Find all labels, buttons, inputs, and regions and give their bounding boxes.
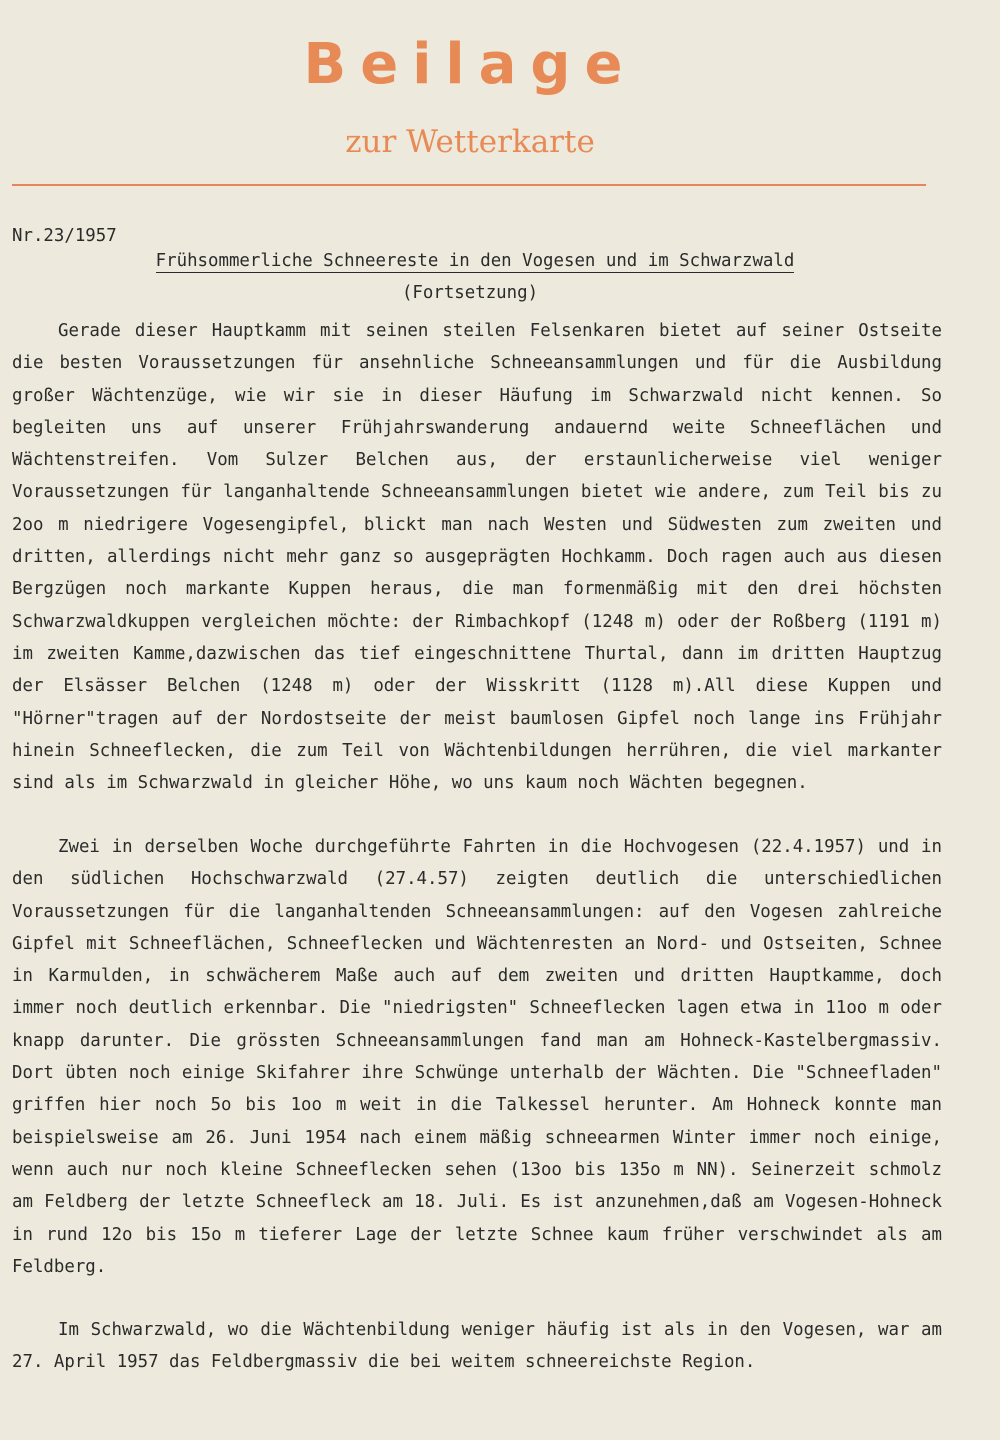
article-paragraph: Gerade dieser Hauptkamm mit seinen steilen Felsenkaren bietet auf seiner Ostseite die besten Voraussetzungen für ansehnliche Schneeansammlungen und für die Ausbildung großer Wächtenzüge, wie wir sie in dieser Häufung im Schwarzwald nicht kennen. So begleiten uns auf unserer Frühjahrswanderung andauernd weite Schneeflächen und Wächtenstreifen. Vom Sulzer Belchen aus, der erstaunlicherweise viel weniger Voraussetzungen für langanhaltende Schneeansammlungen bietet wie andere, zum Teil bis zu 2oo m niedrigere Vogesengipfel, blickt man nach Westen und Südwesten zum zweiten und dritten, allerdings nicht mehr ganz so ausgeprägten Hochkamm. Doch ragen auch aus diesen Bergzügen noch markante Kuppen heraus, die man formenmäßig mit den drei höchsten Schwarzwaldkuppen vergleichen möchte: der Rimbachkopf (1248 m) oder der Roßberg (1191 m) im zweiten Kamme,dazwischen das tief eingeschnittene Thurtal, dann im dritten Hauptzug der Elsässer Belchen (1248 m) oder der Wisskritt (1128 m).All diese Kuppen und "Hörner"tragen auf der Nordostseite der meist baumlosen Gipfel noch lange ins Frühjahr hinein Schneeflecken, die zum Teil von Wächtenbildungen herrühren, die viel markanter sind als im Schwarzwald in gleicher Höhe, wo uns kaum noch Wächten begegnen. (12, 321, 942, 794)
masthead-divider (12, 184, 926, 186)
article-title-text: Frühsommerliche Schneereste in den Vogesen und im Schwarzwald (155, 251, 795, 271)
article-subtitle: (Fortsetzung) (401, 283, 539, 303)
article-paragraph: Zwei in derselben Woche durchgeführte Fahrten in die Hochvogesen (22.4.1957) und in den südlichen Hochschwarzwald (27.4.57) zeigten deutlich die unterschiedlichen Voraussetzungen für die langanhaltenden Schneeansammlungen: auf den Vogesen zahlreiche Gipfel mit Schneeflächen, Schneeflecken und Wächtenresten an Nord- und Ostseiten, Schnee in Karmulden, in schwächerem Maße auch auf dem zweiten und dritten Hauptkamme, doch immer noch deutlich erkennbar. Die "niedrigsten" Schneeflecken lagen etwa in 11oo m oder knapp darunter. Die grössten Schneeansammlungen fand man am Hohneck-Kastelbergmassiv. Dort übten noch einige Skifahrer ihre Schwünge unterhalb der Wächten. Die "Schneefladen" griffen hier noch 5o bis 1oo m weit in die Talkessel herunter. Am Hohneck konnte man beispielsweise am 26. Juni 1954 nach einem mäßig schneearmen Winter immer noch einige, wenn auch nur noch kleine Schneeflecken sehen (13oo bis 135o m NN). Seinerzeit schmolz am Feldberg der letzte Schneefleck am 18. Juli. Es ist anzunehmen,daß am Vogesen-Hohneck in rund 12o bis 15o m tieferer Lage der letzte Schnee kaum früher verschwindet als am Feldberg. (12, 837, 942, 1277)
article-title (0, 248, 1000, 274)
masthead-subtitle: zur Wetterkarte (345, 124, 595, 160)
issue-number: Nr.23/1957 (12, 226, 117, 246)
masthead-title: Beilage (303, 32, 637, 97)
article-paragraph: Im Schwarzwald, wo die Wächtenbildung weniger häufig ist als in den Vogesen, war am 27. April 1957 das Feldbergmassiv die bei weitem schneereichste Region. (12, 1320, 942, 1373)
